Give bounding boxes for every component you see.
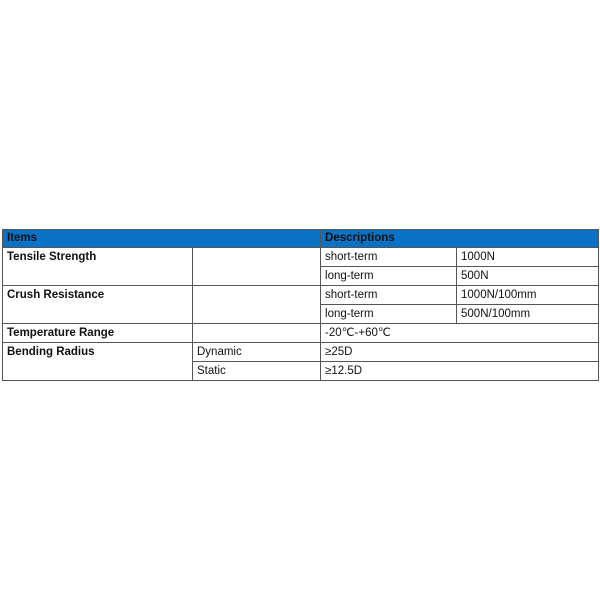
empty-cell xyxy=(193,248,321,286)
crush-long-term-value: 500N/100mm xyxy=(457,305,599,324)
bending-dynamic-value: ≥25D xyxy=(321,343,599,362)
crush-short-term-label: short-term xyxy=(321,286,457,305)
table-header-row xyxy=(3,230,599,248)
temperature-range-label: Temperature Range xyxy=(3,324,193,343)
tensile-short-term-label: short-term xyxy=(321,248,457,267)
crush-resistance-label: Crush Resistance xyxy=(3,286,193,324)
bending-dynamic-label: Dynamic xyxy=(193,343,321,362)
bending-static-label: Static xyxy=(193,362,321,381)
tensile-strength-label: Tensile Strength xyxy=(3,248,193,286)
crush-long-term-label: long-term xyxy=(321,305,457,324)
tensile-long-term-label: long-term xyxy=(321,267,457,286)
crush-short-term-value: 1000N/100mm xyxy=(457,286,599,305)
empty-cell xyxy=(193,286,321,324)
empty-cell xyxy=(193,324,321,343)
tensile-long-term-value: 500N xyxy=(457,267,599,286)
table-row xyxy=(3,248,599,267)
items-header: Items xyxy=(3,230,321,248)
table-row xyxy=(3,324,599,343)
table-row xyxy=(3,343,599,362)
table-row xyxy=(3,286,599,305)
bending-radius-label: Bending Radius xyxy=(3,343,193,381)
tensile-short-term-value: 1000N xyxy=(457,248,599,267)
bending-static-value: ≥12.5D xyxy=(321,362,599,381)
temperature-range-value: -20℃-+60℃ xyxy=(321,324,599,343)
descriptions-header: Descriptions xyxy=(321,230,599,248)
specifications-table xyxy=(2,229,599,381)
